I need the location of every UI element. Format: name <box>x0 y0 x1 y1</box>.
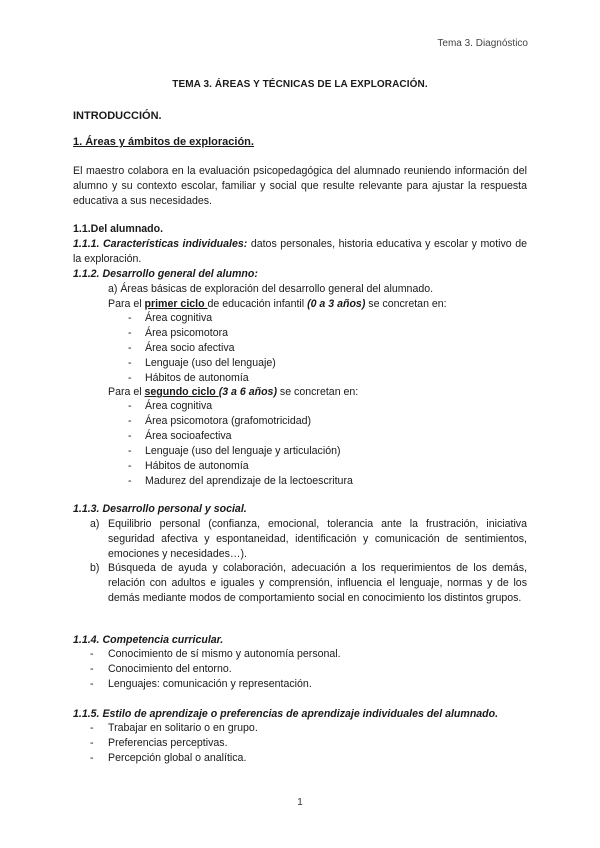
first-cycle-item <box>128 341 235 356</box>
section-1-1-5-heading: 1.1.5. Estilo de aprendizaje o preferencias de aprendizaje individuales del alumnado. <box>73 708 499 720</box>
s113-b-text: Búsqueda de ayuda y colaboración, adecuación a los requerimientos de los demás, relación con adultos e iguales y comprensión, influencia el lenguaje, normas y de los demás mediante modos de comportamiento social en conocimiento los distintos grupos. <box>108 562 527 604</box>
bullet-dash: - <box>90 737 94 749</box>
s113-a-label: a) <box>90 518 100 530</box>
bullet-dash: - <box>128 415 132 427</box>
second-cycle-item <box>128 459 249 474</box>
section-1-heading: 1. Áreas y ámbitos de exploración. <box>73 136 254 148</box>
bullet-dash: - <box>90 722 94 734</box>
second-cycle-item <box>128 444 341 459</box>
bullet-dash: - <box>128 312 132 324</box>
first-cycle-item-text: Área cognitiva <box>145 312 213 324</box>
estilo-item-text: Preferencias perceptivas. <box>108 737 228 749</box>
section-1-paragraph: El maestro colabora en la evaluación psicopedagógica del alumnado reuniendo información del alumno y su contexto escolar, familiar y social que resulte relevante para ajustar la respuesta educativa a sus necesidades. <box>73 165 527 207</box>
first-cycle-item-text: Hábitos de autonomía <box>145 372 249 384</box>
second-cycle-intro: Para el segundo ciclo (3 a 6 años) se concretan en: <box>108 386 359 398</box>
bullet-dash: - <box>90 752 94 764</box>
competencia-item <box>90 677 312 692</box>
estilo-item <box>90 751 246 766</box>
section-1-1-heading: 1.1.Del alumnado. <box>73 223 164 235</box>
section-1-1-2-a: a) Áreas básicas de exploración del desarrollo general del alumnado. <box>108 283 434 295</box>
second-cycle-item-text: Hábitos de autonomía <box>145 460 249 472</box>
second-cycle-item-text: Madurez del aprendizaje de la lectoescritura <box>145 475 353 487</box>
bullet-dash: - <box>128 445 132 457</box>
section-1-1-1-text: datos personales, historia educativa y escolar y motivo de la exploración. <box>73 238 527 265</box>
bullet-dash: - <box>128 372 132 384</box>
estilo-item <box>90 736 228 751</box>
first-cycle-item-text: Área psicomotora <box>145 327 229 339</box>
second-cycle-item-text: Lenguaje (uso del lenguaje y articulación) <box>145 445 341 457</box>
section-1-1-2-heading: 1.1.2. Desarrollo general del alumno: <box>73 268 258 280</box>
second-cycle-item-text: Área psicomotora (grafomotricidad) <box>145 415 312 427</box>
bullet-dash: - <box>90 663 94 675</box>
bullet-dash: - <box>128 430 132 442</box>
competencia-item <box>90 647 341 662</box>
second-cycle-item <box>128 399 212 414</box>
first-cycle-item-text: Área socio afectiva <box>145 342 235 354</box>
second-cycle-item-text: Área cognitiva <box>145 400 213 412</box>
competencia-item-text: Lenguajes: comunicación y representación. <box>108 678 312 690</box>
competencia-item <box>90 662 232 677</box>
competencia-item-text: Conocimiento de sí mismo y autonomía personal. <box>108 648 341 660</box>
section-1-1-3-heading: 1.1.3. Desarrollo personal y social. <box>73 503 247 515</box>
bullet-dash: - <box>128 400 132 412</box>
s113-b-label: b) <box>90 562 100 574</box>
section-1-1-4-heading: 1.1.4. Competencia curricular. <box>73 634 224 646</box>
competencia-item-text: Conocimiento del entorno. <box>108 663 232 675</box>
page-title: TEMA 3. ÁREAS Y TÉCNICAS DE LA EXPLORACIÓN. <box>172 79 428 90</box>
s113-a-text: Equilibrio personal (confianza, emocional, tolerancia ante la frustración, iniciativa seguridad afectiva y espontaneidad, identificación y comunicación de sentimientos, emociones y necesidades…). <box>108 518 527 560</box>
bullet-dash: - <box>128 327 132 339</box>
bullet-dash: - <box>128 475 132 487</box>
bullet-dash: - <box>128 342 132 354</box>
section-1-1-1 <box>73 237 527 267</box>
first-cycle-item-text: Lenguaje (uso del lenguaje) <box>145 357 276 369</box>
first-cycle-item <box>128 326 228 341</box>
estilo-item-text: Trabajar en solitario o en grupo. <box>108 722 258 734</box>
first-cycle-item <box>128 311 212 326</box>
running-header: Tema 3. Diagnóstico <box>437 38 528 49</box>
bullet-dash: - <box>90 648 94 660</box>
first-cycle-item <box>128 356 276 371</box>
section-1-1-1-label: 1.1.1. Características individuales: <box>73 238 248 250</box>
estilo-item-text: Percepción global o analítica. <box>108 752 247 764</box>
second-cycle-item <box>128 429 232 444</box>
second-cycle-item-text: Área socioafectiva <box>145 430 232 442</box>
bullet-dash: - <box>90 678 94 690</box>
estilo-item <box>90 721 258 736</box>
first-cycle-item <box>128 371 249 386</box>
second-cycle-item <box>128 474 353 489</box>
first-cycle-intro: Para el primer ciclo de educación infantil (0 a 3 años) se concretan en: <box>108 298 447 310</box>
bullet-dash: - <box>128 460 132 472</box>
page-number: 1 <box>297 797 303 808</box>
intro-heading: INTRODUCCIÓN. <box>73 110 162 122</box>
second-cycle-item <box>128 414 311 429</box>
bullet-dash: - <box>128 357 132 369</box>
